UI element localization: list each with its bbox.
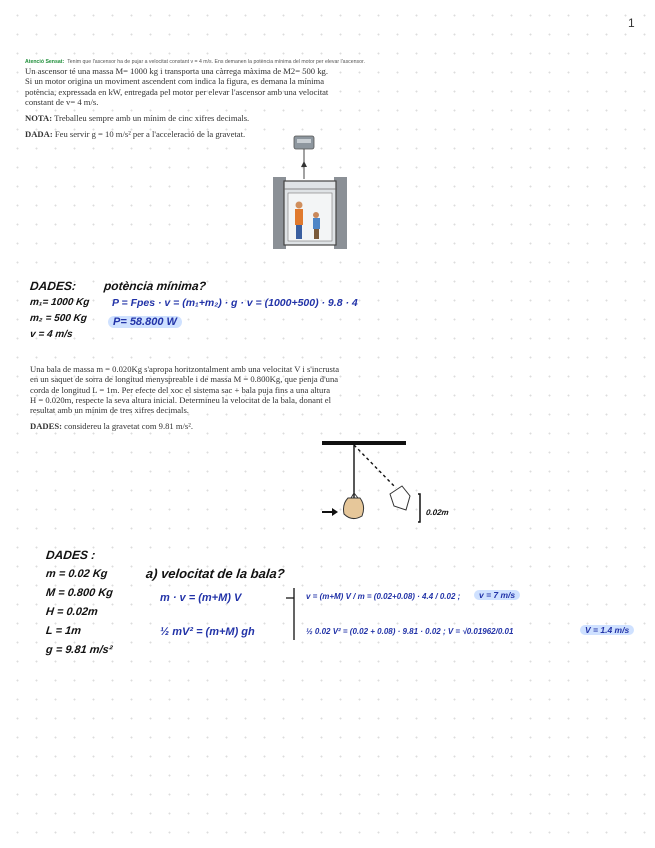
p2-eq-momentum: m · v = (m+M) V xyxy=(160,592,242,604)
p1-data-m2: m₂ = 500 Kg xyxy=(29,313,88,324)
p1-data-v: v = 4 m/s xyxy=(29,329,74,340)
problem1-nota: NOTA: Treballeu sempre amb un mínim de cinc xifres decimals. xyxy=(25,113,250,124)
problem1-line: constant de v= 4 m/s. xyxy=(25,96,99,107)
p2-data-M: M = 0.800 Kg xyxy=(45,587,114,599)
p1-formula: P = Fpes · v = (m₁+m₂) · g · v = (1000+500) · 9.8 · 4 xyxy=(112,297,358,309)
p2-eq-energy: ½ mV² = (m+M) gh xyxy=(160,626,255,638)
p2-data-H: H = 0.02m xyxy=(45,606,99,618)
problem2-line: corda de longitud L = 1m. Per efecte del xoc el sistema sac + bala puja fins a una altura xyxy=(30,384,331,395)
p2-result1: v = 7 m/s xyxy=(474,590,520,600)
p2-result1-calc: v = (m+M) V / m = (0.02+0.08) · 4.4 / 0.02 ; xyxy=(306,592,461,601)
problem2-statement xyxy=(30,364,415,432)
problem1-line: Si un motor origina un moviment ascendent com indica la figura, es demana la mínima xyxy=(25,76,325,87)
solution-brace xyxy=(284,586,304,642)
p2-result2-calc: ½ 0.02 V² = (0.02 + 0.08) · 9.81 · 0.02 ; V = √0.01962/0.01 xyxy=(306,627,514,636)
annotation-author: Atenció Sensat: xyxy=(25,59,65,65)
figure-height-label: 0.02m xyxy=(425,508,450,517)
sandbag xyxy=(344,498,364,519)
up-arrow-icon xyxy=(301,161,307,167)
person-body xyxy=(295,209,303,225)
problem2-line: en un saquet de sorra de longitud menyspreable i de massa M = 0.800Kg, que penja d'una xyxy=(30,374,339,385)
height-bracket xyxy=(418,494,420,522)
p1-dades-title: DADES: xyxy=(29,279,77,293)
child-head xyxy=(313,212,319,218)
annotation-text: Tenim que l'ascensor ha de pujar a velocitat constant v = 4 m/s. Ens demanen la potència mínima del motor per elevar l'ascensor. xyxy=(67,59,365,65)
elevator-figure xyxy=(270,133,352,251)
ceiling-beam xyxy=(322,441,406,445)
problem2-line: resultat amb un mínim de tres xifres decimals. xyxy=(30,405,189,416)
rope-displaced xyxy=(354,445,396,488)
problem1-line: Un ascensor té una massa M= 1000 kg i transporta una càrrega màxima de M2= 500 kg. xyxy=(25,66,328,76)
problem1-statement xyxy=(25,66,355,140)
p2-dades-title: DADES : xyxy=(45,548,97,562)
p2-data-m: m = 0.02 Kg xyxy=(45,568,109,580)
sandbag-raised xyxy=(390,486,410,510)
person-head xyxy=(296,202,303,209)
p2-result2: V = 1.4 m/s xyxy=(580,625,634,635)
problem2-dades: DADES: considereu la gravetat com 9.81 m/s². xyxy=(30,421,193,432)
problem2-line: H = 0.020m, respecte la seva altura inicial. Determineu la velocitat de la bala, donant el xyxy=(30,394,331,405)
problem1-dada: DADA: Feu servir g = 10 m/s² per a l'acceleració de la gravetat. xyxy=(25,129,246,140)
p2-question: a) velocitat de la bala? xyxy=(145,566,286,581)
child-body xyxy=(313,218,320,229)
annotation-comment[interactable] xyxy=(25,59,525,65)
bullet-arrowhead-icon xyxy=(332,508,338,516)
p1-question: potència mínima? xyxy=(103,279,207,293)
p1-data-m1: m₁= 1000 Kg xyxy=(29,297,90,308)
p2-data-g: g = 9.81 m/s² xyxy=(45,644,113,656)
p2-data-L: L = 1m xyxy=(45,625,82,637)
p1-result: P= 58.800 W xyxy=(108,316,182,328)
problem1-line: potència, expressada en kW, entregada pel motor per elevar l'ascensor amb una velocitat xyxy=(25,86,329,97)
page-number: 1 xyxy=(628,16,635,30)
problem2-line: Una bala de massa m = 0.020Kg s'apropa horitzontalment amb una velocitat V i s'incrusta xyxy=(30,364,340,374)
